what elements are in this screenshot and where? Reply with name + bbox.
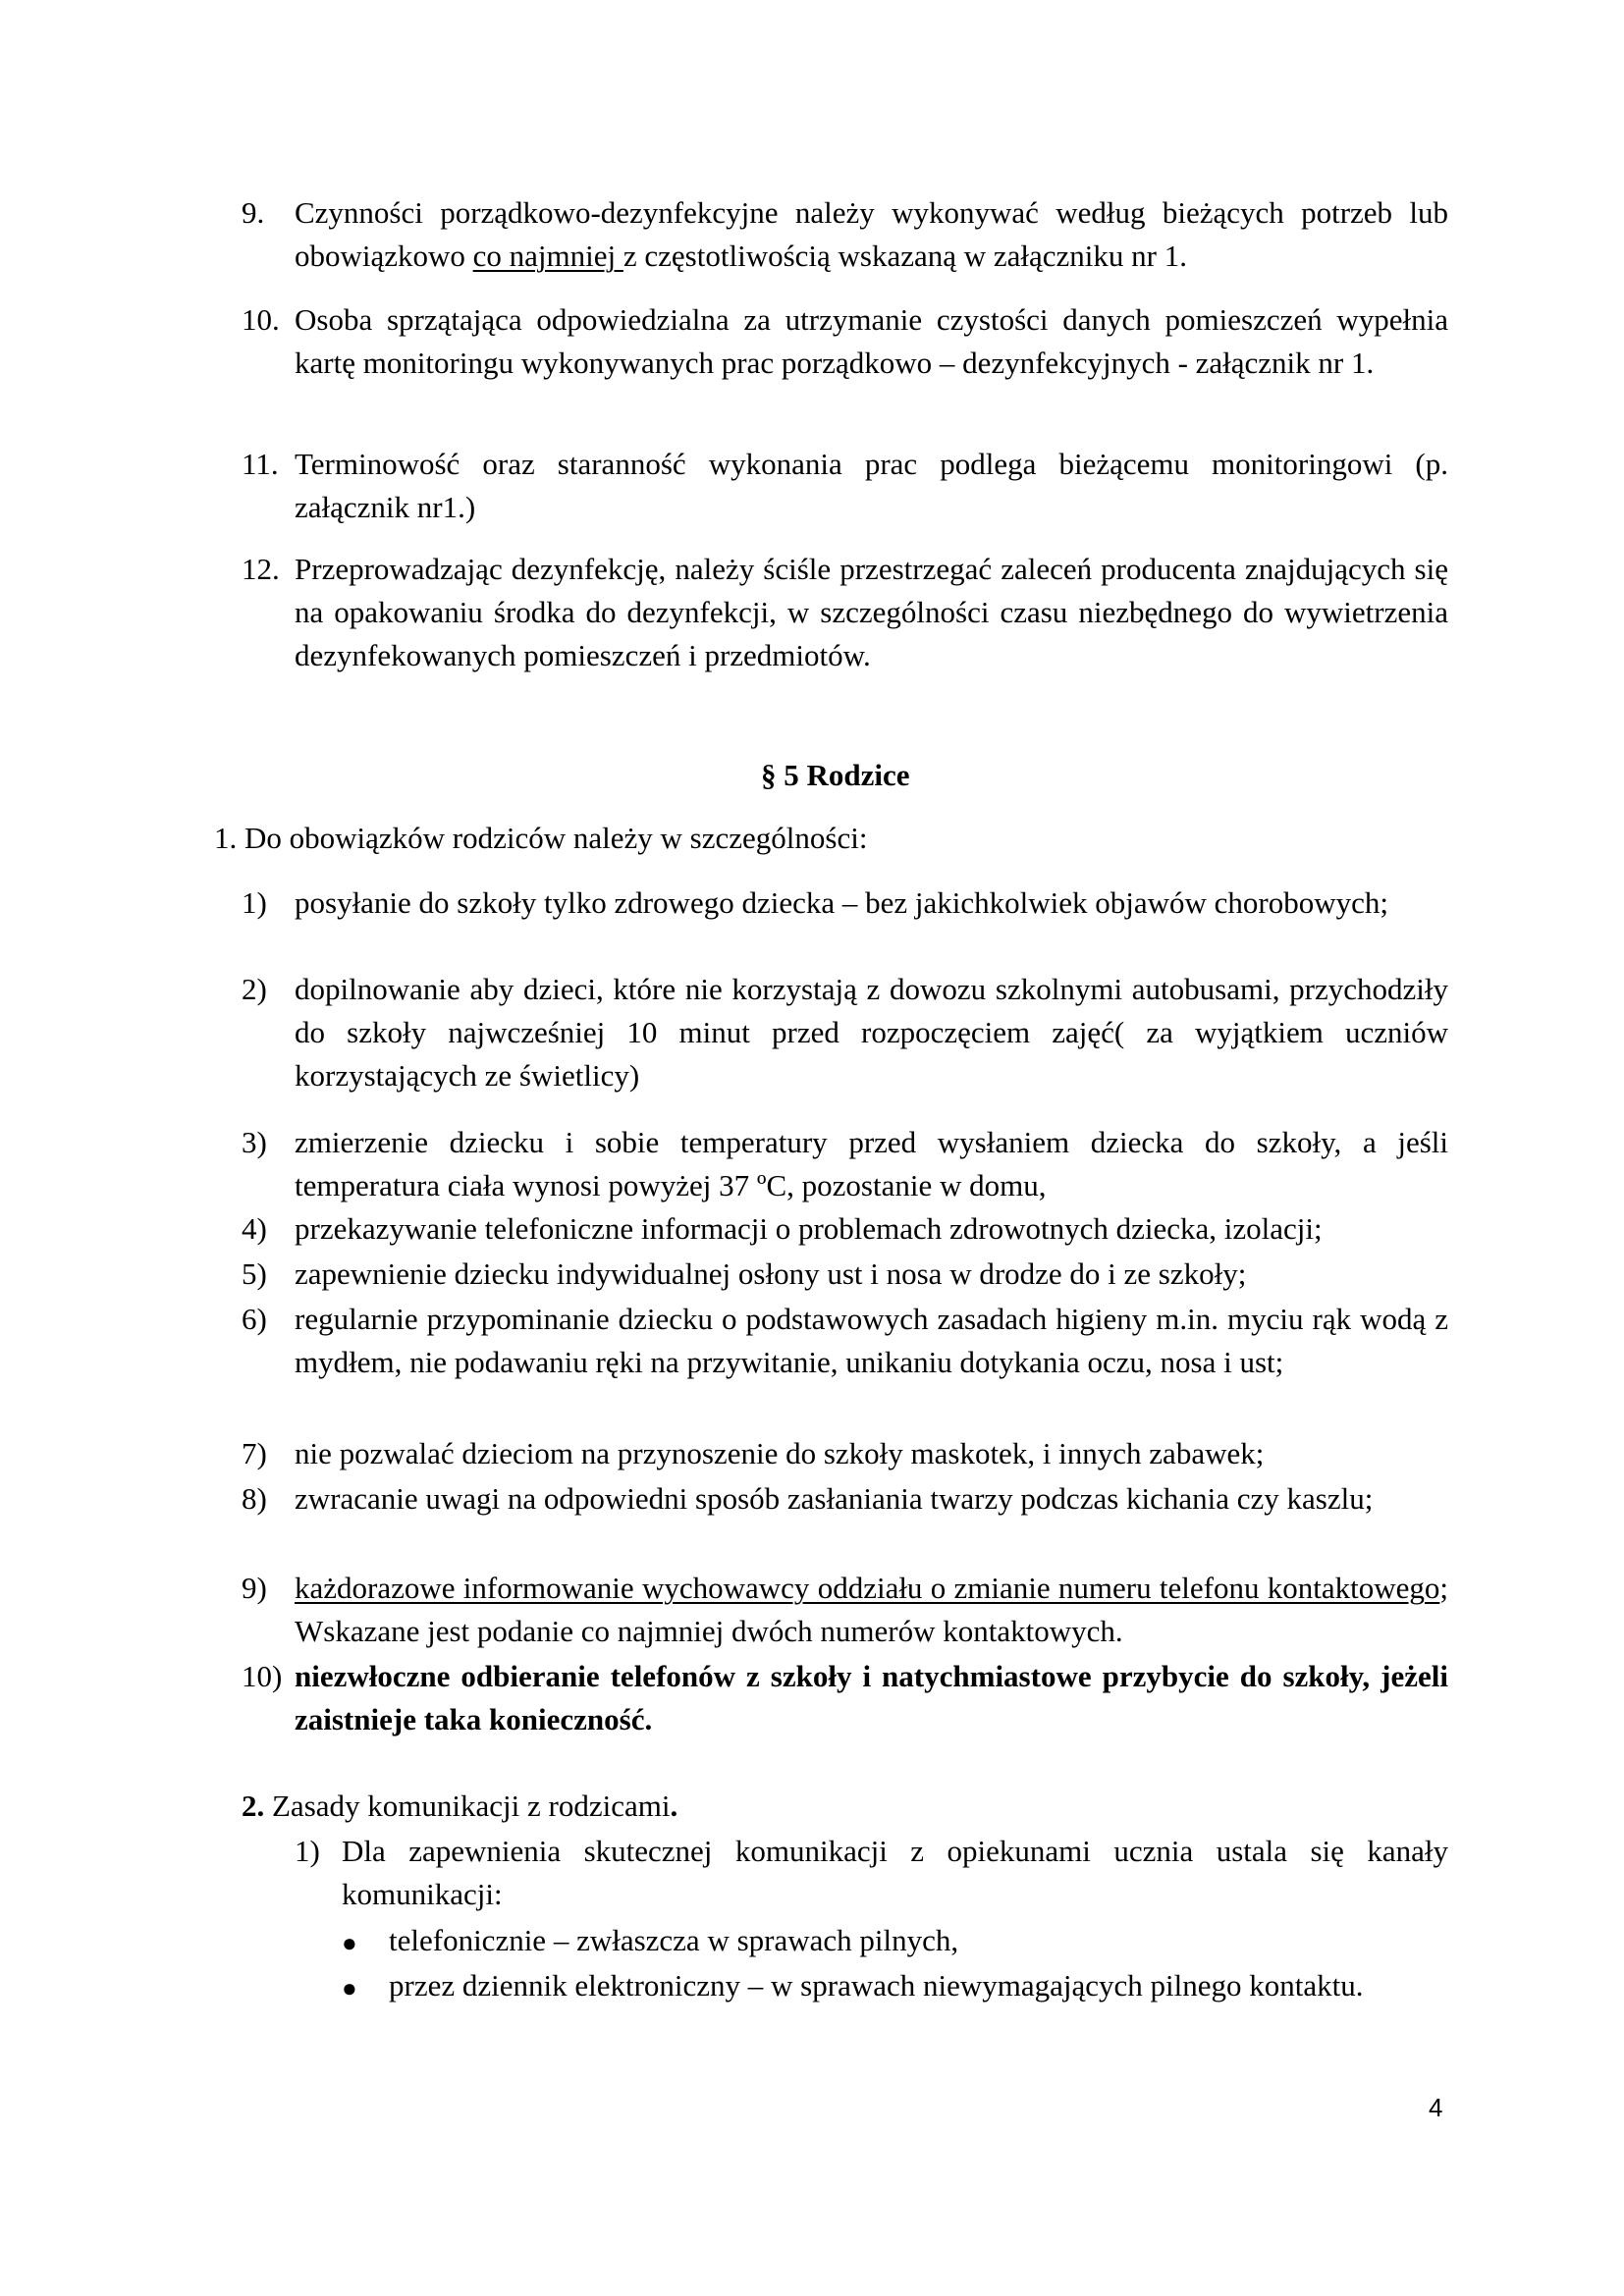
duty-number: 8) [242, 1481, 267, 1516]
duty-number: 5) [242, 1256, 267, 1291]
duty-number: 10) [242, 1659, 283, 1693]
point-2-heading [242, 1785, 677, 1828]
duty-text: dopilnowanie aby dzieci, które nie korzystają z dowozu szkolnymi autobusami, przychodziły do szkoły najwcześniej 10 minut przed rozpoczęciem zajęć( za wyjątkiem uczniów korzystających ze świetlicy) [295, 972, 1448, 1093]
duty-number: 6) [242, 1302, 267, 1336]
duty-text-bold: niezwłoczne odbieranie telefonów z szkoły i natychmiastowe przybycie do szkoły, jeżeli zaistnieje taka konieczność. [295, 1659, 1448, 1736]
list-item-text: Osoba sprzątająca odpowiedzialna za utrzymanie czystości danych pomieszczeń wypełnia kartę monitoringu wykonywanych prac porządkowo – dezynfekcyjnych - załącznik nr 1. [295, 302, 1448, 380]
text-segment: ; Wskazane jest podanie co najmniej dwóch numerów kontaktowych. [295, 1571, 1448, 1648]
duty-text: zmierzenie dziecku i sobie temperatury przed wysłaniem dziecka do szkoły, a jeśli temperatura ciała wynosi powyżej 37 ºC, pozostanie w domu, [295, 1125, 1448, 1202]
duty-number: 7) [242, 1436, 267, 1470]
item-number: 10. [242, 302, 280, 337]
bullet-icon: ● [342, 1974, 357, 2002]
section-heading: § 5 Rodzice [761, 758, 910, 792]
underlined-text: każdorazowe informowanie wychowawcy oddziału o zmianie numeru telefonu kontaktowego [295, 1571, 1440, 1605]
duty-text: zapewnienie dziecku indywidualnej osłony ust i nosa w drodze do i ze szkoły; [295, 1256, 1247, 1291]
item-number: 12. [242, 552, 280, 586]
duty-number: 1) [242, 885, 267, 920]
point-2-dot: . [670, 1789, 678, 1823]
duty-text: regularnie przypominanie dziecku o podstawowych zasadach higieny m.in. myciu rąk wodą z mydłem, nie podawaniu ręki na przywitanie, unikaniu dotykania oczu, nosa i ust; [295, 1302, 1448, 1379]
text-segment: Czynności porządkowo-dezynfekcyjne należy wykonywać według bieżących potrzeb lub obowiązkowo [295, 195, 1448, 273]
comm-text: Dla zapewnienia skutecznej komunikacji z opiekunami ucznia ustala się kanały komunikacji: [342, 1834, 1448, 1911]
bullet-text: telefonicznie – zwłaszcza w sprawach pilnych, [389, 1923, 959, 1957]
point-1-intro: 1. Do obowiązków rodziców należy w szczególności: [214, 821, 868, 855]
list-item-text [295, 191, 1448, 278]
bullet-text: przez dziennik elektroniczny – w sprawach niewymagających pilnego kontaktu. [389, 1968, 1364, 2002]
duty-text [295, 1567, 1448, 1653]
duty-text: posyłanie do szkoły tylko zdrowego dziecka – bez jakichkolwiek objawów chorobowych; [295, 885, 1388, 920]
comm-number: 1) [295, 1834, 320, 1868]
item-number: 11. [242, 447, 279, 481]
duty-text: nie pozwalać dzieciom na przynoszenie do szkoły maskotek, i innych zabawek; [295, 1436, 1265, 1470]
duty-text: przekazywanie telefoniczne informacji o problemach zdrowotnych dziecka, izolacji; [295, 1211, 1323, 1246]
point-2-number: 2. [242, 1789, 265, 1823]
bullet-icon: ● [342, 1929, 357, 1957]
duty-number: 9) [242, 1571, 267, 1605]
item-number: 9. [242, 195, 265, 230]
point-2-text: Zasady komunikacji z rodzicami [264, 1789, 671, 1823]
duty-number: 3) [242, 1125, 267, 1159]
duty-text: zwracanie uwagi na odpowiedni sposób zasłaniania twarzy podczas kichania czy kaszlu; [295, 1481, 1374, 1516]
duty-number: 4) [242, 1211, 267, 1246]
underlined-text: co najmniej [472, 239, 623, 273]
list-item-text: Przeprowadzając dezynfekcję, należy ściśle przestrzegać zaleceń producenta znajdujących się na opakowaniu środka do dezynfekcji, w szczególności czasu niezbędnego do wywietrzenia dezynfekowanych pomieszczeń i przedmiotów. [295, 552, 1448, 672]
duty-number: 2) [242, 972, 267, 1006]
text-segment: z częstotliwością wskazaną w załączniku nr 1. [623, 239, 1187, 273]
page-number: 4 [1429, 2093, 1443, 2122]
list-item-text: Terminowość oraz staranność wykonania prac podlega bieżącemu monitoringowi (p. załącznik nr1.) [295, 447, 1448, 524]
